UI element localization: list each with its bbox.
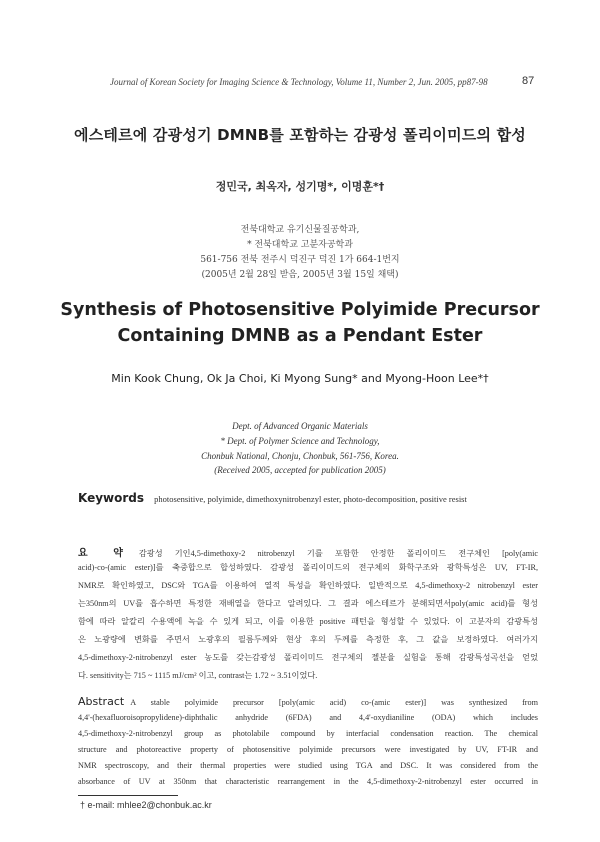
korean-abstract-line: acid)-co-(amic ester)]를 축중합으로 합성하였다. 감광성 폴리이미드의 전구체의 화학구조와 광학특성은 UV, FT-IR, [78,563,538,572]
english-title-line: Synthesis of Photosensitive Polyimide Precursor [60,300,540,320]
english-abstract-line: NMR spectroscopy, and their thermal properties were studied using TGA and DSC. It was considered from the [78,761,538,770]
korean-abstract-line: 다. sensitivity는 715 ~ 1115 mJ/cm² 이고, contrast는 1.72 ~ 3.51이었다. [78,671,318,680]
korean-abstract-line: NMR로 확인하였고, DSC와 TGA를 이용하여 열적 특성을 확인하였다. 일반적으로 4,5-dimethoxy-2 nitrobenzyl ester [78,581,538,590]
korean-abstract-line: 4,5-dimethoxy-2-nitrobenzyl ester 농도를 갖는감광성 폴리이미드 전구체의 젤분율 실험을 통해 감광특성곡선을 얻었 [78,653,538,662]
english-authors: Min Kook Chung, Ok Ja Choi, Ki Myong Sung* and Myong-Hoon Lee*† [111,372,489,385]
korean-authors: 정민국, 최옥자, 성기명*, 이명훈*† [215,180,385,193]
page-number: 87 [522,75,535,87]
english-abstract-line: 4,5-dimethoxy-2-nitrobenzyl group as photolabile compound by interfacial condensation reaction. The chemical [78,729,538,738]
korean-abstract-line: 요 약 감광성 기인4,5-dimethoxy-2 nitrobenzyl 기를 포함한 안정한 폴리이미드 전구체인 [poly(amic [78,548,538,559]
english-abstract-label: Abstract [78,695,125,708]
corresponding-email: † e-mail: mhlee2@chonbuk.ac.kr [80,800,212,810]
korean-affiliation-line: 561-756 전북 전주시 덕진구 덕진 1가 664-1번지 [200,255,400,265]
keywords [78,491,538,505]
english-abstract-line: 4,4'-(hexafluoroisopropylidene)-diphthalic anhydride (6FDA) and 4,4'-oxydianiline (ODA) which includes [78,713,538,722]
english-title-line: Containing DMNB as a Pendant Ester [117,326,483,346]
korean-abstract-line: 함에 따라 알칼리 수용액에 녹을 수 있게 되고, 이를 이용한 positive 패턴을 형성할 수 있었다. 이 고분자의 감광특성 [78,617,538,626]
keywords-label: Keywords [78,491,145,505]
english-affiliation-line: Dept. of Advanced Organic Materials [232,421,368,431]
korean-abstract-line: 은 노광량에 변화를 주면서 노광후의 필름두께와 현상 후의 두께를 측정한 후, 그 값을 보정하였다. 여러가지 [78,635,538,644]
english-abstract-line: absorbance of UV at 350nm that characteristic rearrangement in the 4,5-dimethoxy-2-nitrobenzyl ester occurred in [78,777,538,786]
korean-received-dates: (2005년 2월 28일 받음, 2005년 3월 15일 채택) [201,270,399,280]
korean-affiliation-line: 전북대학교 유기신물질공학과, [240,225,360,235]
english-received-dates: (Received 2005, accepted for publication 2005) [214,465,386,475]
korean-affiliation-line: * 전북대학교 고분자공학과 [247,240,353,250]
english-abstract-line: structure and photoreactive property of photosensitive polyimide precursors were investigated by UV, FT-IR and [78,745,538,754]
english-title [0,297,600,349]
footnote-divider [78,795,178,796]
korean-abstract-label: 요 약 [78,548,129,559]
korean-abstract-line: 는350nm의 UV를 흡수하면 특정한 재배열을 한다고 알려있다. 그 결과 에스테르가 분해되면서poly(amic acid)를 형성 [78,599,538,608]
korean-title: 에스테르에 감광성기 DMNB를 포함하는 감광성 폴리이미드의 합성 [74,126,526,144]
english-abstract-line: Abstract A stable polyimide precursor [poly(amic acid) co-(amic ester)] was synthesized from [78,695,538,708]
english-affiliation-line: * Dept. of Polymer Science and Technology, [220,436,380,446]
english-affiliation-line: Chonbuk National, Chonju, Chonbuk, 561-756, Korea. [201,451,399,461]
journal-header: Journal of Korean Society for Imaging Science & Technology, Volume 11, Number 2, Jun. 2005, pp87-98 [110,77,488,87]
keywords-text: photosensitive, polyimide, dimethoxynitrobenzyl ester, photo-decomposition, positive resist [154,494,467,504]
